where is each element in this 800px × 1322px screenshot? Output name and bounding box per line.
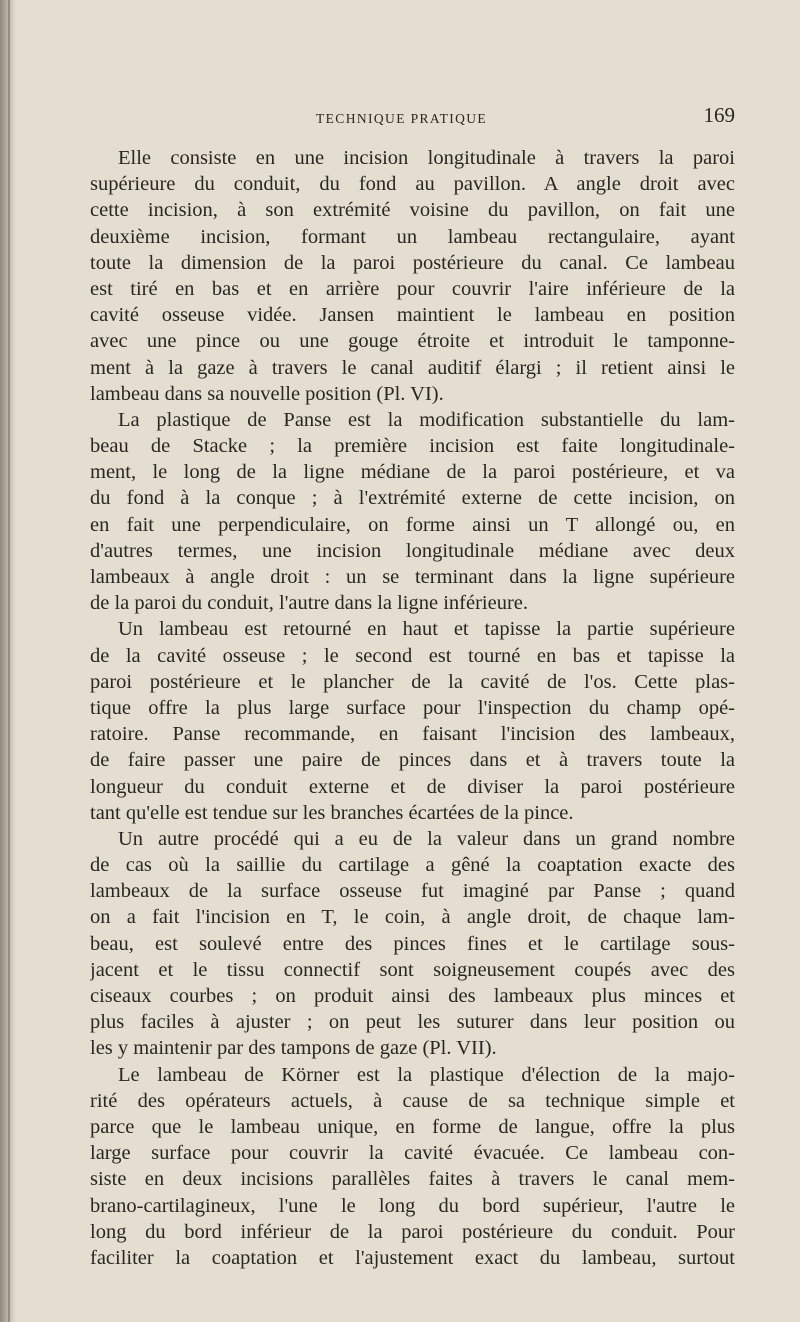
running-header [90, 103, 735, 133]
text-line: tique offre la plus large surface pour l'inspection du champ opé- [90, 696, 735, 719]
text-line: paroi postérieure et le plancher de la cavité de l'os. Cette plas- [90, 670, 735, 693]
text-line: long du bord inférieur de la paroi postérieure du conduit. Pour [90, 1220, 735, 1243]
text-line: Un lambeau est retourné en haut et tapisse la partie supérieure [118, 618, 735, 641]
running-title: TECHNIQUE PRATIQUE [316, 111, 488, 126]
body-text [90, 145, 735, 1271]
text-line: plus faciles à ajuster ; on peut les suturer dans leur position ou [90, 1011, 735, 1034]
text-line: avec une pince ou une gouge étroite et introduit le tamponne- [90, 330, 735, 353]
text-line: lambeau dans sa nouvelle position (Pl. VI). [90, 382, 444, 405]
text-line: faciliter la coaptation et l'ajustement exact du lambeau, surtout [90, 1246, 735, 1269]
text-line: ratoire. Panse recommande, en faisant l'incision des lambeaux, [90, 723, 735, 746]
text-line: jacent et le tissu connectif sont soigneusement coupés avec des [90, 958, 735, 981]
text-line: Un autre procédé qui a eu de la valeur dans un grand nombre [118, 827, 735, 850]
text-line: brano-cartilagineux, l'une le long du bord supérieur, l'autre le [90, 1194, 735, 1217]
text-line: ment à la gaze à travers le canal auditif élargi ; il retient ainsi le [90, 356, 735, 379]
text-line: les y maintenir par des tampons de gaze (Pl. VII). [90, 1037, 497, 1060]
text-line: siste en deux incisions parallèles faites à travers le canal mem- [90, 1168, 735, 1191]
text-line: ciseaux courbes ; on produit ainsi des lambeaux plus minces et [90, 985, 735, 1007]
text-line: La plastique de Panse est la modification substantielle du lam- [118, 408, 735, 431]
text-line: cette incision, à son extrémité voisine du pavillon, on fait une [90, 199, 735, 222]
text-line: de la cavité osseuse ; le second est tourné en bas et tapisse la [90, 644, 735, 667]
text-line: de cas où la saillie du cartilage a gêné la coaptation exacte des [90, 854, 735, 877]
text-line: lambeaux à angle droit : un se terminant dans la ligne supérieure [90, 566, 735, 588]
text-line: est tiré en bas et en arrière pour couvrir l'aire inférieure de la [90, 277, 735, 300]
text-line: beau, est soulevé entre des pinces fines et le cartilage sous- [90, 932, 735, 955]
text-line: on a fait l'incision en T, le coin, à angle droit, de chaque lam- [90, 906, 735, 929]
text-line: cavité osseuse vidée. Jansen maintient le lambeau en position [90, 304, 735, 327]
text-line: large surface pour couvrir la cavité évacuée. Ce lambeau con- [90, 1142, 735, 1165]
text-line: ment, le long de la ligne médiane de la paroi postérieure, et va [90, 461, 735, 484]
text-line: en fait une perpendiculaire, on forme ainsi un T allongé ou, en [90, 513, 735, 536]
text-line: parce que le lambeau unique, en forme de langue, offre la plus [90, 1115, 735, 1138]
text-line: toute la dimension de la paroi postérieure du canal. Ce lambeau [90, 251, 735, 274]
page-number: 169 [703, 103, 735, 127]
text-line: de la paroi du conduit, l'autre dans la ligne inférieure. [90, 592, 529, 615]
text-line: beau de Stacke ; la première incision est faite longitudinale- [90, 435, 735, 458]
text-line: rité des opérateurs actuels, à cause de sa technique simple et [90, 1089, 735, 1112]
text-line: supérieure du conduit, du fond au pavillon. A angle droit avec [90, 173, 735, 196]
text-line: Elle consiste en une incision longitudinale à travers la paroi [118, 147, 735, 169]
text-line: du fond à la conque ; à l'extrémité externe de cette incision, on [90, 487, 735, 510]
text-line: de faire passer une paire de pinces dans et à travers toute la [90, 749, 735, 772]
text-line: Le lambeau de Körner est la plastique d'élection de la majo- [118, 1063, 735, 1086]
binding-gutter-line [8, 0, 10, 1322]
text-line: tant qu'elle est tendue sur les branches écartées de la pince. [90, 801, 574, 824]
text-line: d'autres termes, une incision longitudinale médiane avec deux [90, 539, 735, 562]
text-line: longueur du conduit externe et de diviser la paroi postérieure [90, 775, 735, 798]
text-line: deuxième incision, formant un lambeau rectangulaire, ayant [90, 225, 735, 248]
text-line: lambeaux de la surface osseuse fut imaginé par Panse ; quand [90, 880, 735, 903]
